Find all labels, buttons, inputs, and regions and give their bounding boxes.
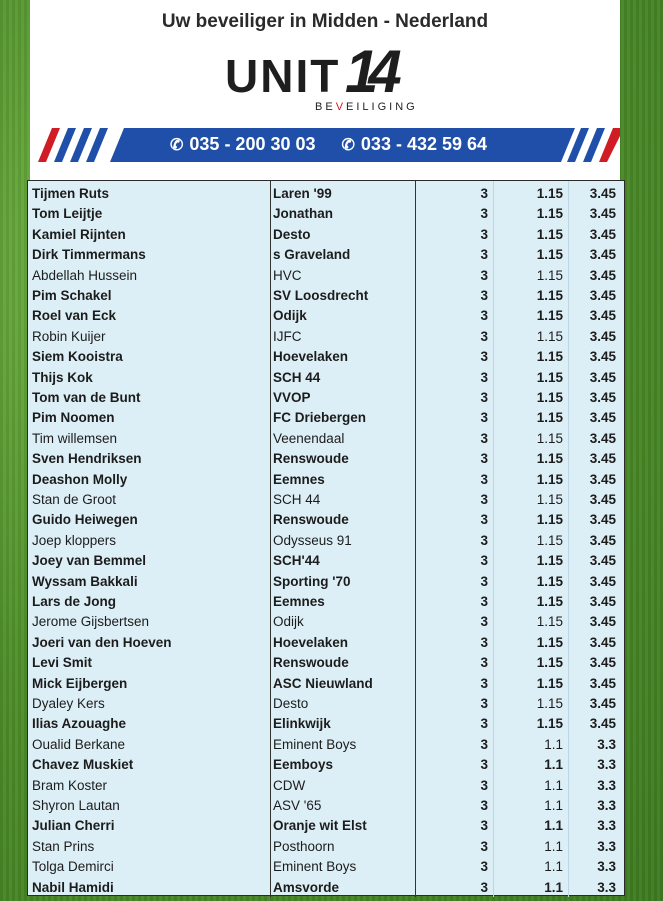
cell-b: 3.45 [589,410,616,426]
cell-name: Thijs Kok [32,369,93,385]
table-row [28,326,626,346]
cell-b: 3.45 [589,186,616,201]
cell-b: 3.3 [597,838,616,854]
table-row [28,448,626,468]
cell-b: 3.45 [589,288,616,303]
cell-club: ASC Nieuwland [273,675,373,691]
cell-n: 3 [480,838,488,854]
logo-word: UNIT [225,50,341,102]
cell-name: Guido Heiwegen [32,512,138,528]
cell-a: 1.15 [536,614,563,630]
cell-b: 3.3 [597,859,616,875]
cell-a: 1.15 [536,655,563,671]
table-row [28,877,626,897]
cell-n: 3 [480,471,488,487]
phone-icon: ✆ [341,136,355,154]
cell-n: 3 [480,696,488,711]
cell-name: Tolga Demirci [32,859,114,875]
table-row [28,265,626,285]
table-row [28,530,626,550]
cell-name: Tijmen Ruts [32,186,110,201]
cell-club: s Graveland [273,247,351,263]
cell-a: 1.15 [536,390,563,405]
table-row [28,203,626,223]
cell-b: 3.45 [589,369,616,385]
table-row [28,754,626,774]
cell-b: 3.3 [597,818,616,834]
table-row [28,795,626,815]
cell-a: 1.1 [544,736,563,752]
phone-numbers [170,134,510,155]
cell-club: Elinkwijk [273,716,331,732]
cell-name: Chavez Muskiet [32,757,134,773]
cell-name: Deashon Molly [32,471,128,487]
cell-a: 1.15 [536,471,563,487]
cell-name: Pim Schakel [32,288,112,303]
table-row [28,224,626,244]
cell-club: Hoevelaken [273,634,349,650]
cell-club: Jonathan [273,206,334,222]
cell-club: Eemnes [273,594,325,609]
cell-b: 3.45 [589,267,616,283]
cell-club: Eemnes [273,471,325,487]
cell-club: CDW [273,777,306,793]
cell-a: 1.1 [544,818,563,834]
cell-n: 3 [480,798,488,813]
cell-n: 3 [480,818,488,834]
cell-n: 3 [480,288,488,303]
table-row [28,509,626,529]
cell-name: Stan de Groot [32,492,117,507]
table-row [28,367,626,387]
unit14-logo [225,37,425,117]
cell-n: 3 [480,859,488,875]
tagline: Uw beveiliger in Midden - Nederland [161,11,489,32]
cell-club: Odysseus 91 [273,532,352,548]
cell-n: 3 [480,655,488,671]
cell-b: 3.45 [589,675,616,691]
cell-n: 3 [480,675,488,691]
cell-club: SCH'44 [273,553,320,569]
cell-a: 1.15 [536,430,563,446]
cell-b: 3.45 [589,206,616,222]
table-row [28,611,626,631]
cell-name: Abdellah Hussein [32,267,138,283]
cell-name: Tom van de Bunt [32,390,141,405]
table-row [28,632,626,652]
cell-club: Odijk [273,308,307,324]
cell-b: 3.45 [589,634,616,650]
cell-name: Tim willemsen [32,430,118,446]
cell-name: Shyron Lautan [32,798,120,813]
cell-name: Sven Hendriksen [32,451,142,467]
cell-a: 1.15 [536,512,563,528]
cell-a: 1.15 [536,288,563,303]
cell-name: Nabil Hamidi [32,879,114,895]
table-row [28,693,626,713]
cell-b: 3.45 [589,614,616,630]
cell-a: 1.15 [536,369,563,385]
cell-n: 3 [480,634,488,650]
cell-a: 1.15 [536,206,563,222]
cell-name: Jerome Gijsbertsen [32,614,150,630]
cell-n: 3 [480,186,488,201]
cell-b: 3.45 [589,532,616,548]
phone-banner [30,128,620,162]
cell-name: Stan Prins [32,838,95,854]
table-row [28,571,626,591]
cell-b: 3.45 [589,512,616,528]
table-row [28,713,626,733]
cell-a: 1.15 [536,410,563,426]
cell-a: 1.1 [544,859,563,875]
cell-club: Posthoorn [273,838,335,854]
cell-n: 3 [480,328,488,344]
table-row [28,244,626,264]
cell-a: 1.15 [536,675,563,691]
cell-n: 3 [480,573,488,589]
cell-b: 3.45 [589,553,616,569]
table-row [28,836,626,856]
cell-a: 1.15 [536,573,563,589]
cell-n: 3 [480,614,488,630]
table-row [28,591,626,611]
cell-b: 3.45 [589,390,616,405]
table-row [28,652,626,672]
cell-n: 3 [480,308,488,324]
cell-club: HVC [273,267,302,283]
cell-club: Laren '99 [273,186,332,201]
phone-1[interactable]: ✆ 035 - 200 30 03 [170,134,316,154]
cell-club: Renswoude [273,451,349,467]
cell-a: 1.15 [536,451,563,467]
cell-b: 3.3 [597,879,616,895]
cell-club: Odijk [273,614,304,630]
cell-b: 3.45 [589,247,616,263]
table-row [28,407,626,427]
cell-b: 3.45 [589,451,616,467]
cell-name: Oualid Berkane [32,736,126,752]
table-row [28,428,626,448]
cell-name: Joep kloppers [32,532,117,548]
cell-a: 1.15 [536,492,563,507]
cell-name: Bram Koster [32,777,108,793]
cell-n: 3 [480,757,488,773]
cell-n: 3 [480,430,488,446]
cell-a: 1.15 [536,226,563,242]
cell-b: 3.45 [589,226,616,242]
table-row [28,469,626,489]
cell-b: 3.3 [597,757,616,773]
cell-a: 1.1 [544,838,563,854]
cell-b: 3.45 [589,308,616,324]
cell-a: 1.15 [536,247,563,263]
cell-club: SCH 44 [273,369,321,385]
cell-b: 3.45 [589,328,616,344]
cell-n: 3 [480,267,488,283]
table-row [28,285,626,305]
cell-a: 1.15 [536,328,563,344]
table-row [28,815,626,835]
cell-club: Hoevelaken [273,349,349,365]
cell-b: 3.45 [589,573,616,589]
cell-club: FC Driebergen [273,410,367,426]
cell-a: 1.15 [536,532,563,548]
table-row [28,775,626,795]
cell-club: Eminent Boys [273,859,357,875]
cell-b: 3.45 [589,492,616,507]
cell-name: Dyaley Kers [32,696,105,711]
cell-n: 3 [480,736,488,752]
phone-2[interactable]: ✆ 033 - 432 59 64 [341,134,488,154]
cell-a: 1.1 [544,879,563,895]
cell-a: 1.1 [544,798,563,813]
cell-a: 1.1 [544,757,563,773]
cell-b: 3.45 [589,655,616,671]
table-row [28,183,626,203]
cell-b: 3.45 [589,430,616,446]
cell-name: Roel van Eck [32,308,117,324]
cell-n: 3 [480,532,488,548]
phone-icon: ✆ [170,136,184,154]
cell-name: Julian Cherri [32,818,115,834]
cell-n: 3 [480,247,488,263]
cell-a: 1.15 [536,186,563,201]
cell-n: 3 [480,226,488,242]
cell-club: Renswoude [273,655,349,671]
cell-a: 1.15 [536,349,563,365]
cell-club: IJFC [273,328,302,344]
table-row [28,346,626,366]
cell-b: 3.45 [589,716,616,732]
cell-a: 1.15 [536,553,563,569]
cell-name: Lars de Jong [32,594,117,609]
cell-name: Joeri van den Hoeven [32,634,172,650]
cell-b: 3.45 [589,349,616,365]
cell-name: Dirk Timmermans [32,247,146,263]
header [30,0,620,180]
cell-b: 3.45 [589,696,616,711]
cell-club: ASV '65 [273,798,322,813]
cell-n: 3 [480,716,488,732]
cell-club: Veenendaal [273,430,345,446]
cell-n: 3 [480,369,488,385]
cell-name: Kamiel Rijnten [32,226,126,242]
table-row [28,489,626,509]
cell-a: 1.15 [536,267,563,283]
cell-name: Mick Eijbergen [32,675,128,691]
table-row [28,305,626,325]
cell-n: 3 [480,390,488,405]
cell-n: 3 [480,206,488,222]
cell-club: SCH 44 [273,492,321,507]
cell-a: 1.15 [536,696,563,711]
cell-club: Oranje wit Elst [273,818,367,834]
cell-club: Eemboys [273,757,334,773]
logo-subtitle: BEVEILIGING [315,101,418,113]
table-row [28,550,626,570]
players-table [27,180,625,896]
cell-n: 3 [480,451,488,467]
cell-name: Joey van Bemmel [32,553,147,569]
cell-b: 3.3 [597,798,616,813]
logo-number: 14 [345,38,392,105]
cell-n: 3 [480,410,488,426]
cell-name: Wyssam Bakkali [32,573,138,589]
cell-club: SV Loosdrecht [273,288,369,303]
cell-n: 3 [480,594,488,609]
table-row [28,387,626,407]
cell-name: Siem Kooistra [32,349,123,365]
cell-b: 3.45 [589,471,616,487]
table-row [28,734,626,754]
cell-name: Robin Kuijer [32,328,106,344]
cell-n: 3 [480,349,488,365]
cell-name: Ilias Azouaghe [32,716,127,732]
cell-n: 3 [480,512,488,528]
table-row [28,673,626,693]
cell-a: 1.15 [536,308,563,324]
cell-n: 3 [480,492,488,507]
cell-club: Sporting '70 [273,573,351,589]
cell-a: 1.15 [536,716,563,732]
cell-n: 3 [480,553,488,569]
cell-a: 1.1 [544,777,563,793]
cell-b: 3.45 [589,594,616,609]
cell-name: Tom Leijtje [32,206,103,222]
table-row [28,856,626,876]
cell-club: Desto [273,226,311,242]
cell-name: Pim Noomen [32,410,115,426]
cell-name: Levi Smit [32,655,93,671]
cell-club: Desto [273,696,309,711]
cell-club: Eminent Boys [273,736,357,752]
cell-a: 1.15 [536,634,563,650]
cell-n: 3 [480,777,488,793]
cell-b: 3.3 [597,736,616,752]
cell-b: 3.3 [597,777,616,793]
cell-club: Amsvorde [273,879,340,895]
cell-club: VVOP [273,390,311,405]
cell-n: 3 [480,879,488,895]
cell-club: Renswoude [273,512,349,528]
cell-a: 1.15 [536,594,563,609]
